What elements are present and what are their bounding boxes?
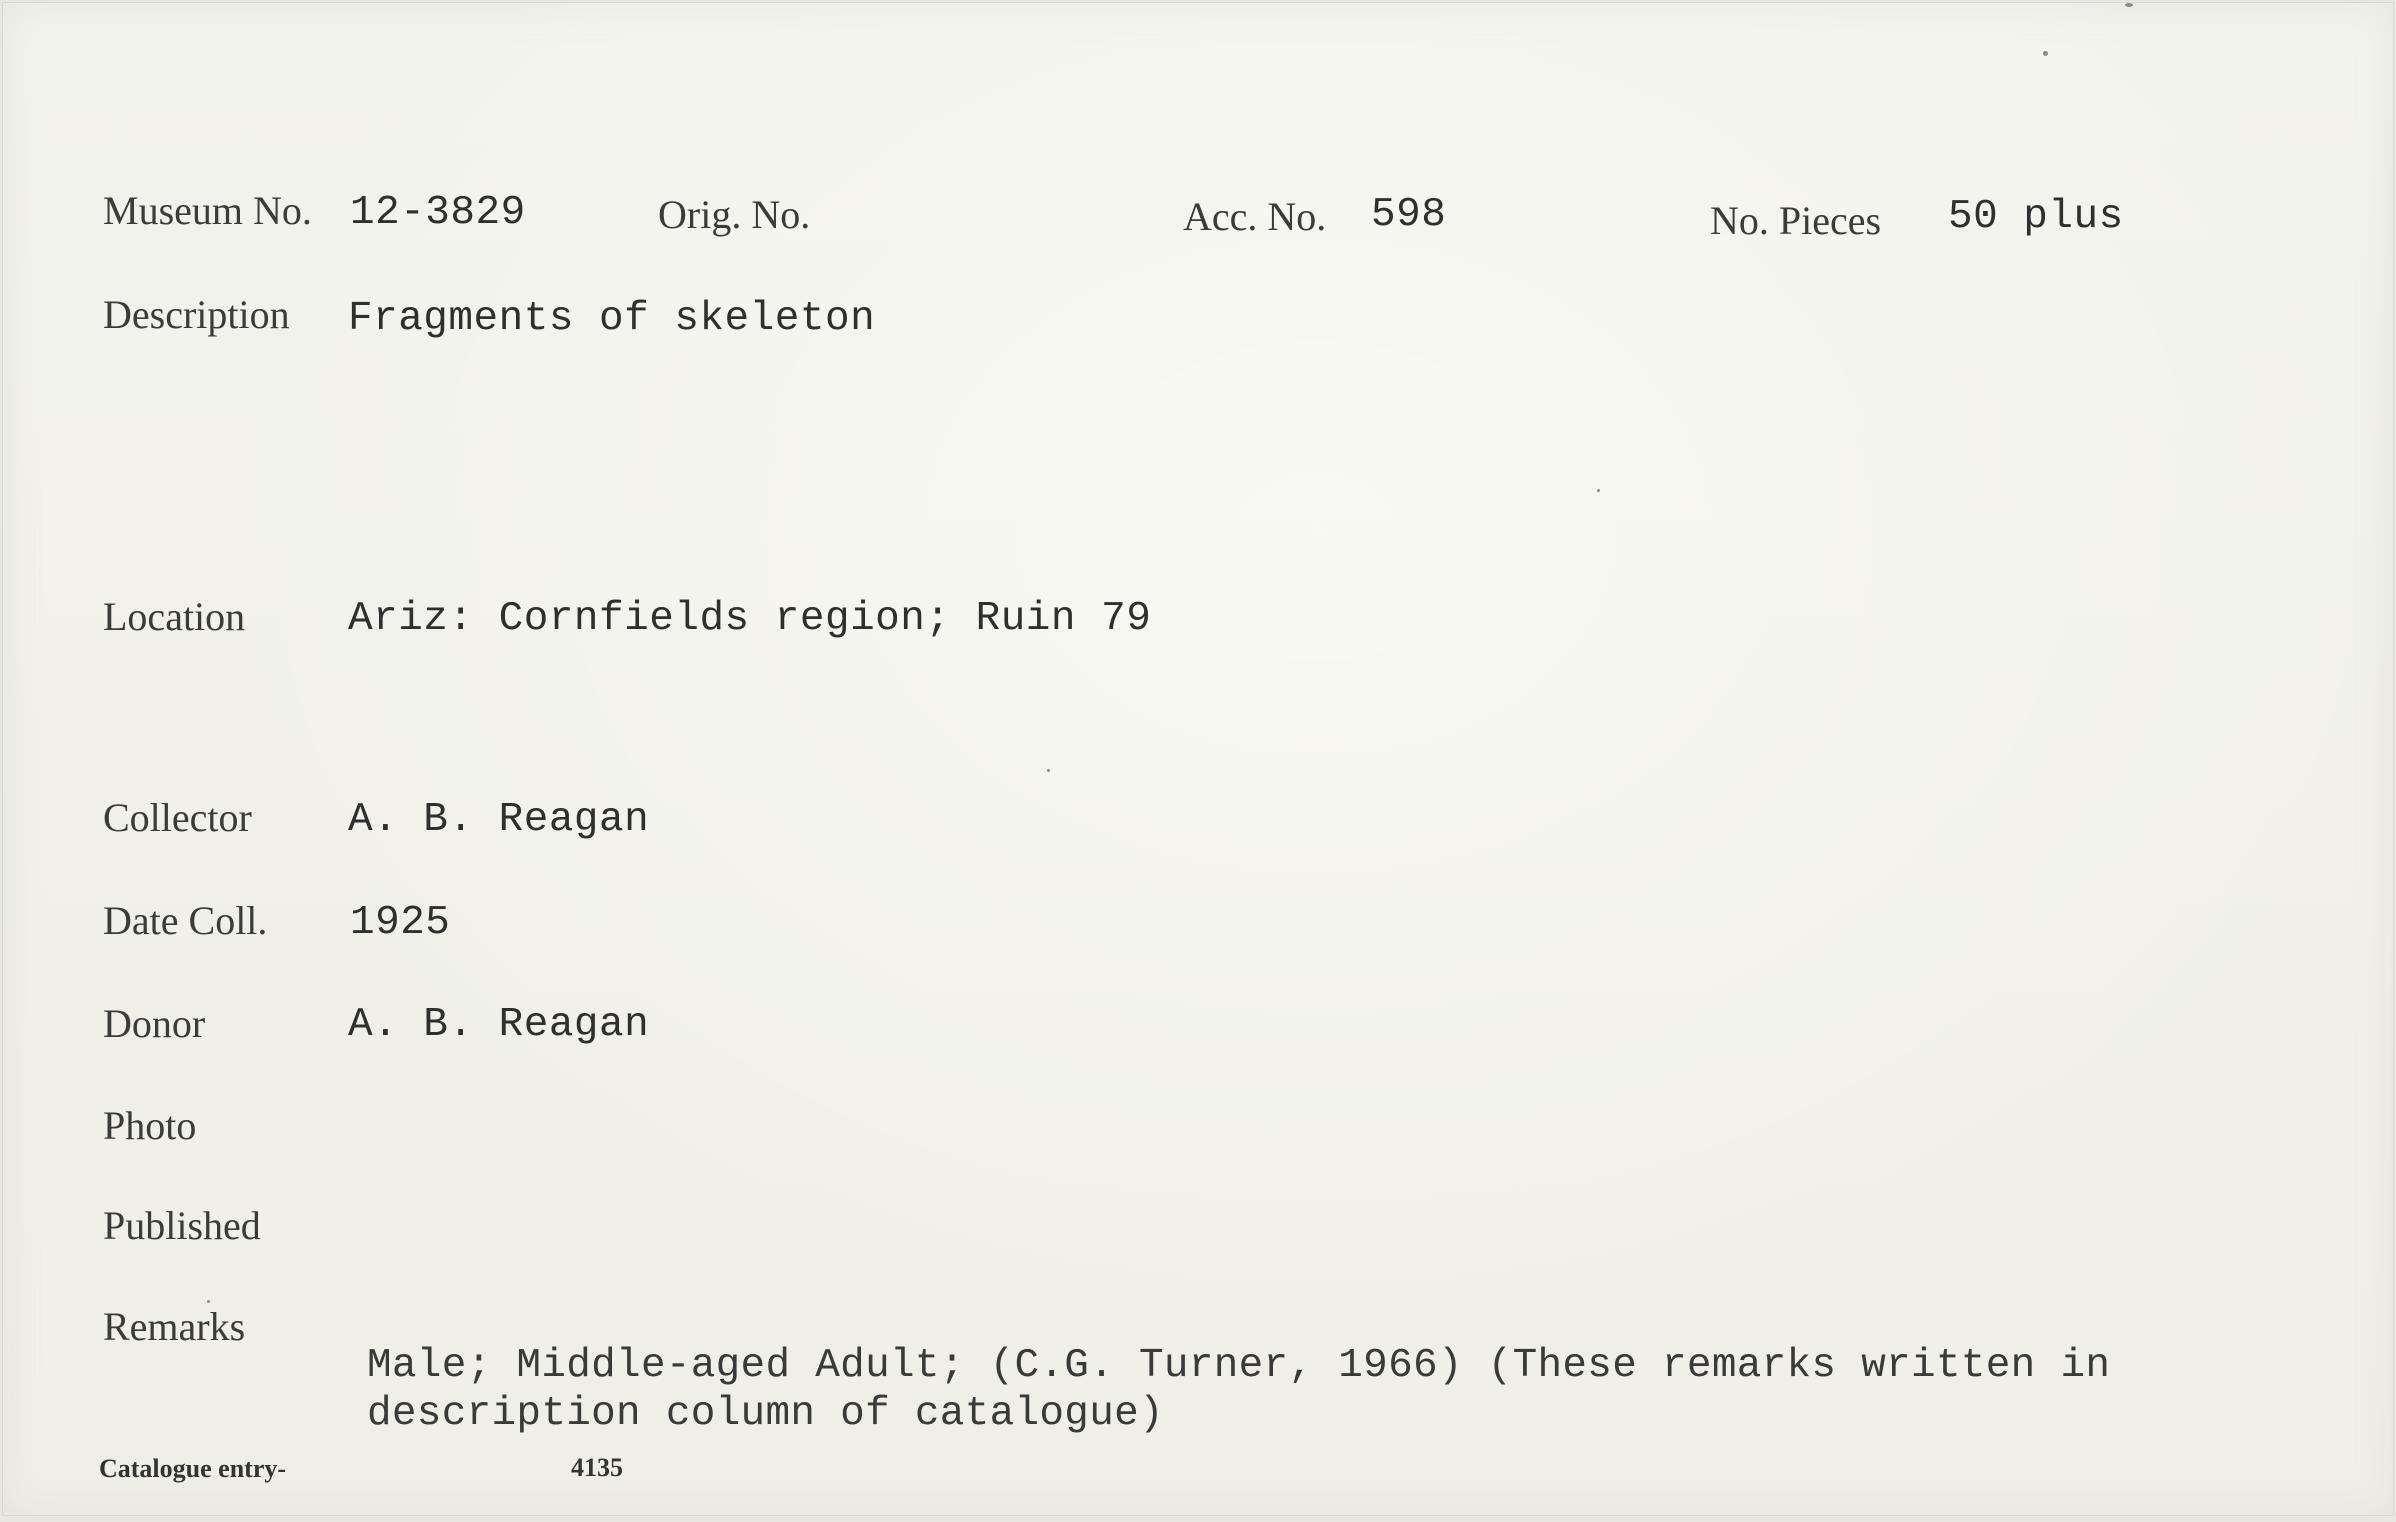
acc-no-value: 598 <box>1371 192 1447 238</box>
photo-label: Photo <box>103 1103 197 1148</box>
catalogue-entry-value: 4135 <box>571 1453 623 1482</box>
collector-value: A. B. Reagan <box>348 797 650 843</box>
remarks-line-2: description column of catalogue) <box>367 1390 1164 1437</box>
orig-no-label: Orig. No. <box>658 192 811 237</box>
donor-value: A. B. Reagan <box>348 1002 650 1048</box>
location-label: Location <box>103 594 246 639</box>
no-pieces-label: No. Pieces <box>1710 198 1882 243</box>
museum-no-value: 12-3829 <box>350 190 526 236</box>
acc-no-label: Acc. No. <box>1183 194 1327 239</box>
collector-label: Collector <box>103 795 252 840</box>
description-value: Fragments of skeleton <box>348 296 876 342</box>
location-value: Ariz: Cornfields region; Ruin 79 <box>348 596 1152 642</box>
no-pieces-value: 50 plus <box>1948 194 2124 240</box>
catalogue-entry-label: Catalogue entry- <box>99 1454 287 1483</box>
description-label: Description <box>103 292 290 337</box>
paper-speck <box>2125 3 2133 7</box>
remarks-line-1: Male; Middle-aged Adult; (C.G. Turner, 1966) (These remarks written in <box>367 1343 2111 1389</box>
published-label: Published <box>103 1203 261 1248</box>
date-coll-label: Date Coll. <box>103 898 268 943</box>
date-coll-value: 1925 <box>350 900 451 946</box>
paper-speck <box>1597 489 1600 492</box>
paper-speck <box>2043 51 2048 56</box>
catalogue-card <box>2 2 2394 1516</box>
remarks-label: Remarks <box>103 1304 246 1349</box>
museum-no-label: Museum No. <box>103 188 312 233</box>
paper-speck <box>207 1300 210 1303</box>
donor-label: Donor <box>103 1001 206 1046</box>
paper-speck <box>1047 769 1050 772</box>
remarks-text <box>367 1343 2207 1439</box>
